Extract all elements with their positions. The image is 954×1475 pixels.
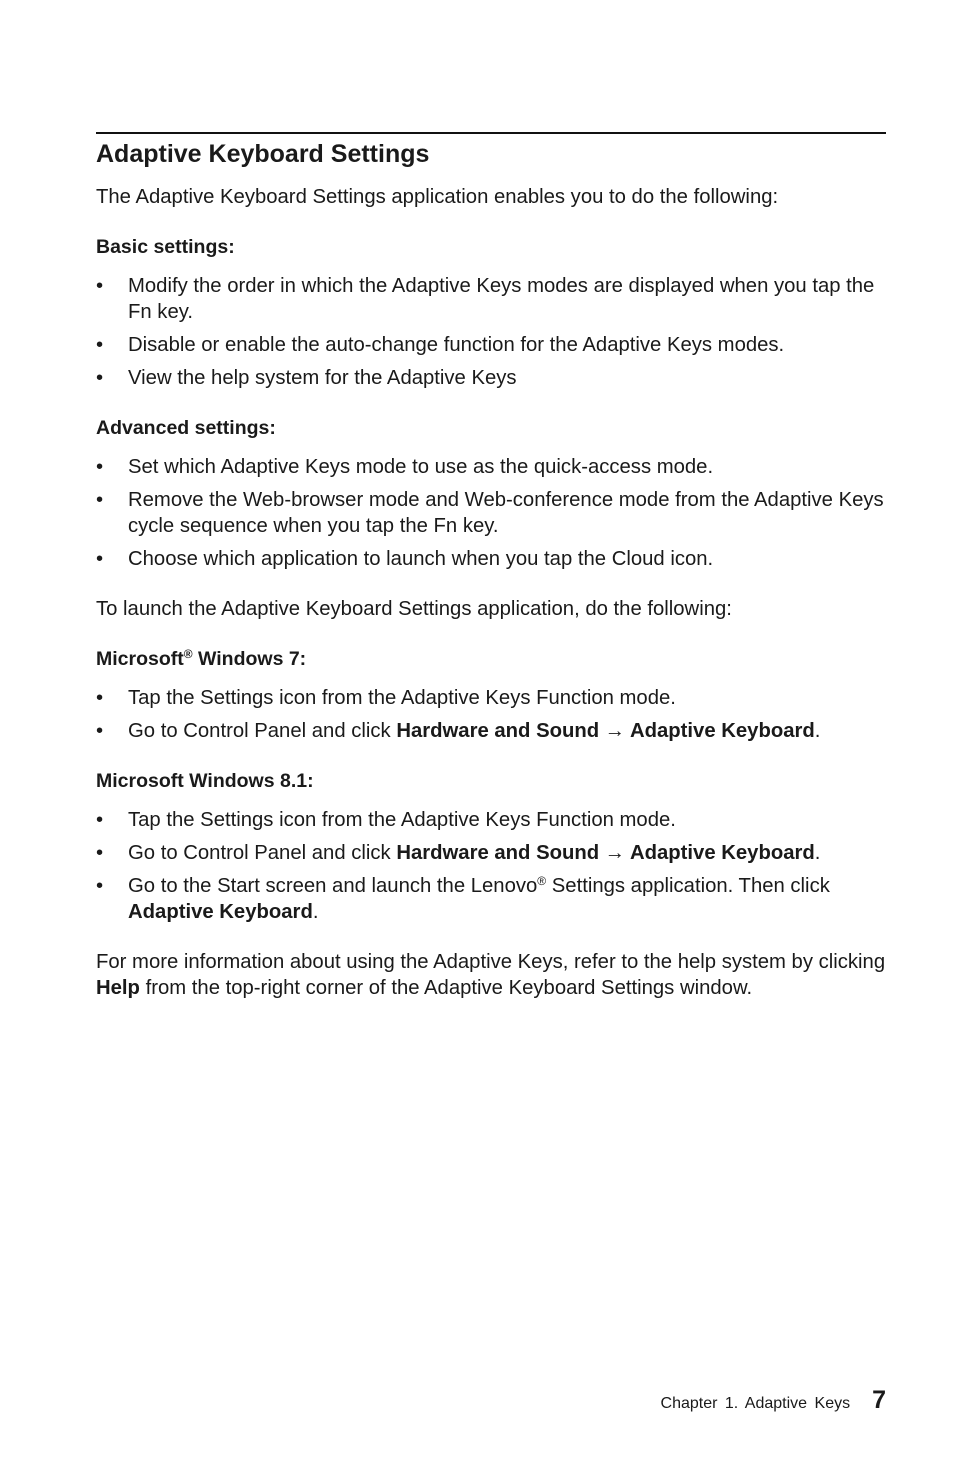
registered-mark: ® [537, 874, 547, 888]
list-item: • Choose which application to launch when you tap the Cloud icon. [96, 546, 886, 572]
windows7-steps-list [96, 685, 886, 744]
closing-paragraph [96, 949, 886, 1001]
list-item: • Set which Adaptive Keys mode to use as the quick-access mode. [96, 454, 886, 480]
step-suffix: . [814, 720, 821, 742]
list-item: • Tap the Settings icon from the Adaptive Keys Function mode. [96, 807, 886, 833]
step-text: Go to Control Panel and click [128, 842, 397, 864]
closing-bold-help: Help [96, 977, 140, 999]
step-text: Go to Control Panel and click [128, 720, 397, 742]
step-bold-target: Adaptive Keyboard [128, 901, 313, 923]
advanced-settings-list [96, 454, 886, 572]
page-content [96, 184, 886, 1001]
step-text-middle: Settings application. Then click [546, 875, 830, 897]
page-number: 7 [872, 1386, 886, 1414]
list-item [96, 873, 886, 925]
basic-settings-list [96, 273, 886, 391]
windows7-heading [96, 646, 886, 672]
step-bold-path: Hardware and Sound → Adaptive Keyboard [396, 720, 815, 742]
windows81-heading: Microsoft Windows 8.1: [96, 770, 314, 792]
intro-paragraph: The Adaptive Keyboard Settings application enables you to do the following: [96, 186, 779, 208]
windows7-heading-part2: Windows 7: [192, 648, 307, 670]
step-text: Go to the Start screen and launch the Lenovo [128, 875, 538, 897]
closing-text: For more information about using the Adaptive Keys, refer to the help system by clicking [96, 951, 886, 973]
windows81-steps-list [96, 807, 886, 925]
step-suffix: . [312, 901, 319, 923]
step-suffix: . [814, 842, 821, 864]
list-item: • Tap the Settings icon from the Adaptive Keys Function mode. [96, 685, 886, 711]
advanced-settings-heading: Advanced settings: [96, 417, 276, 439]
launch-intro-paragraph: To launch the Adaptive Keyboard Settings application, do the following: [96, 598, 732, 620]
closing-text-suffix: from the top-right corner of the Adaptive Keyboard Settings window. [139, 977, 753, 999]
footer-chapter-label: Chapter 1. Adaptive Keys [660, 1395, 851, 1412]
list-item: • Remove the Web-browser mode and Web-conference mode from the Adaptive Keys cycle sequence when you tap the Fn key. [96, 487, 886, 539]
registered-mark: ® [183, 647, 193, 661]
heading-rule [96, 132, 886, 134]
page-title: Adaptive Keyboard Settings [96, 140, 430, 168]
basic-settings-heading: Basic settings: [96, 236, 235, 258]
windows7-heading-part1: Microsoft [96, 648, 184, 670]
list-item: • Modify the order in which the Adaptive Keys modes are displayed when you tap the Fn key. [96, 273, 886, 325]
list-item: • Disable or enable the auto-change function for the Adaptive Keys modes. [96, 332, 886, 358]
step-bold-path: Hardware and Sound → Adaptive Keyboard [396, 842, 815, 864]
page-footer [661, 1386, 886, 1415]
list-item: • View the help system for the Adaptive Keys [96, 365, 886, 391]
list-item [96, 840, 886, 866]
list-item [96, 718, 886, 744]
